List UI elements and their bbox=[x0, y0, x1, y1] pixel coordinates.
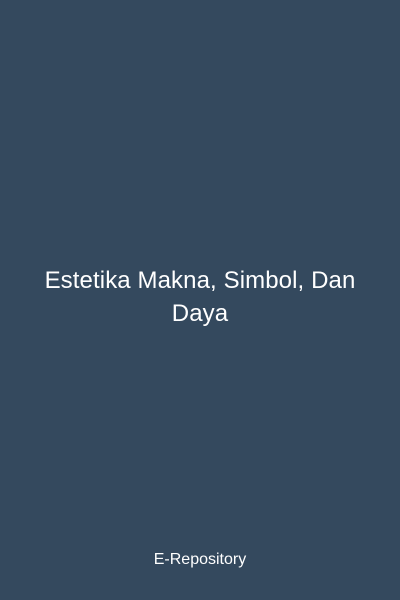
document-title: Estetika Makna, Simbol, Dan Daya bbox=[44, 267, 356, 327]
source-label: E-Repository bbox=[153, 551, 247, 568]
